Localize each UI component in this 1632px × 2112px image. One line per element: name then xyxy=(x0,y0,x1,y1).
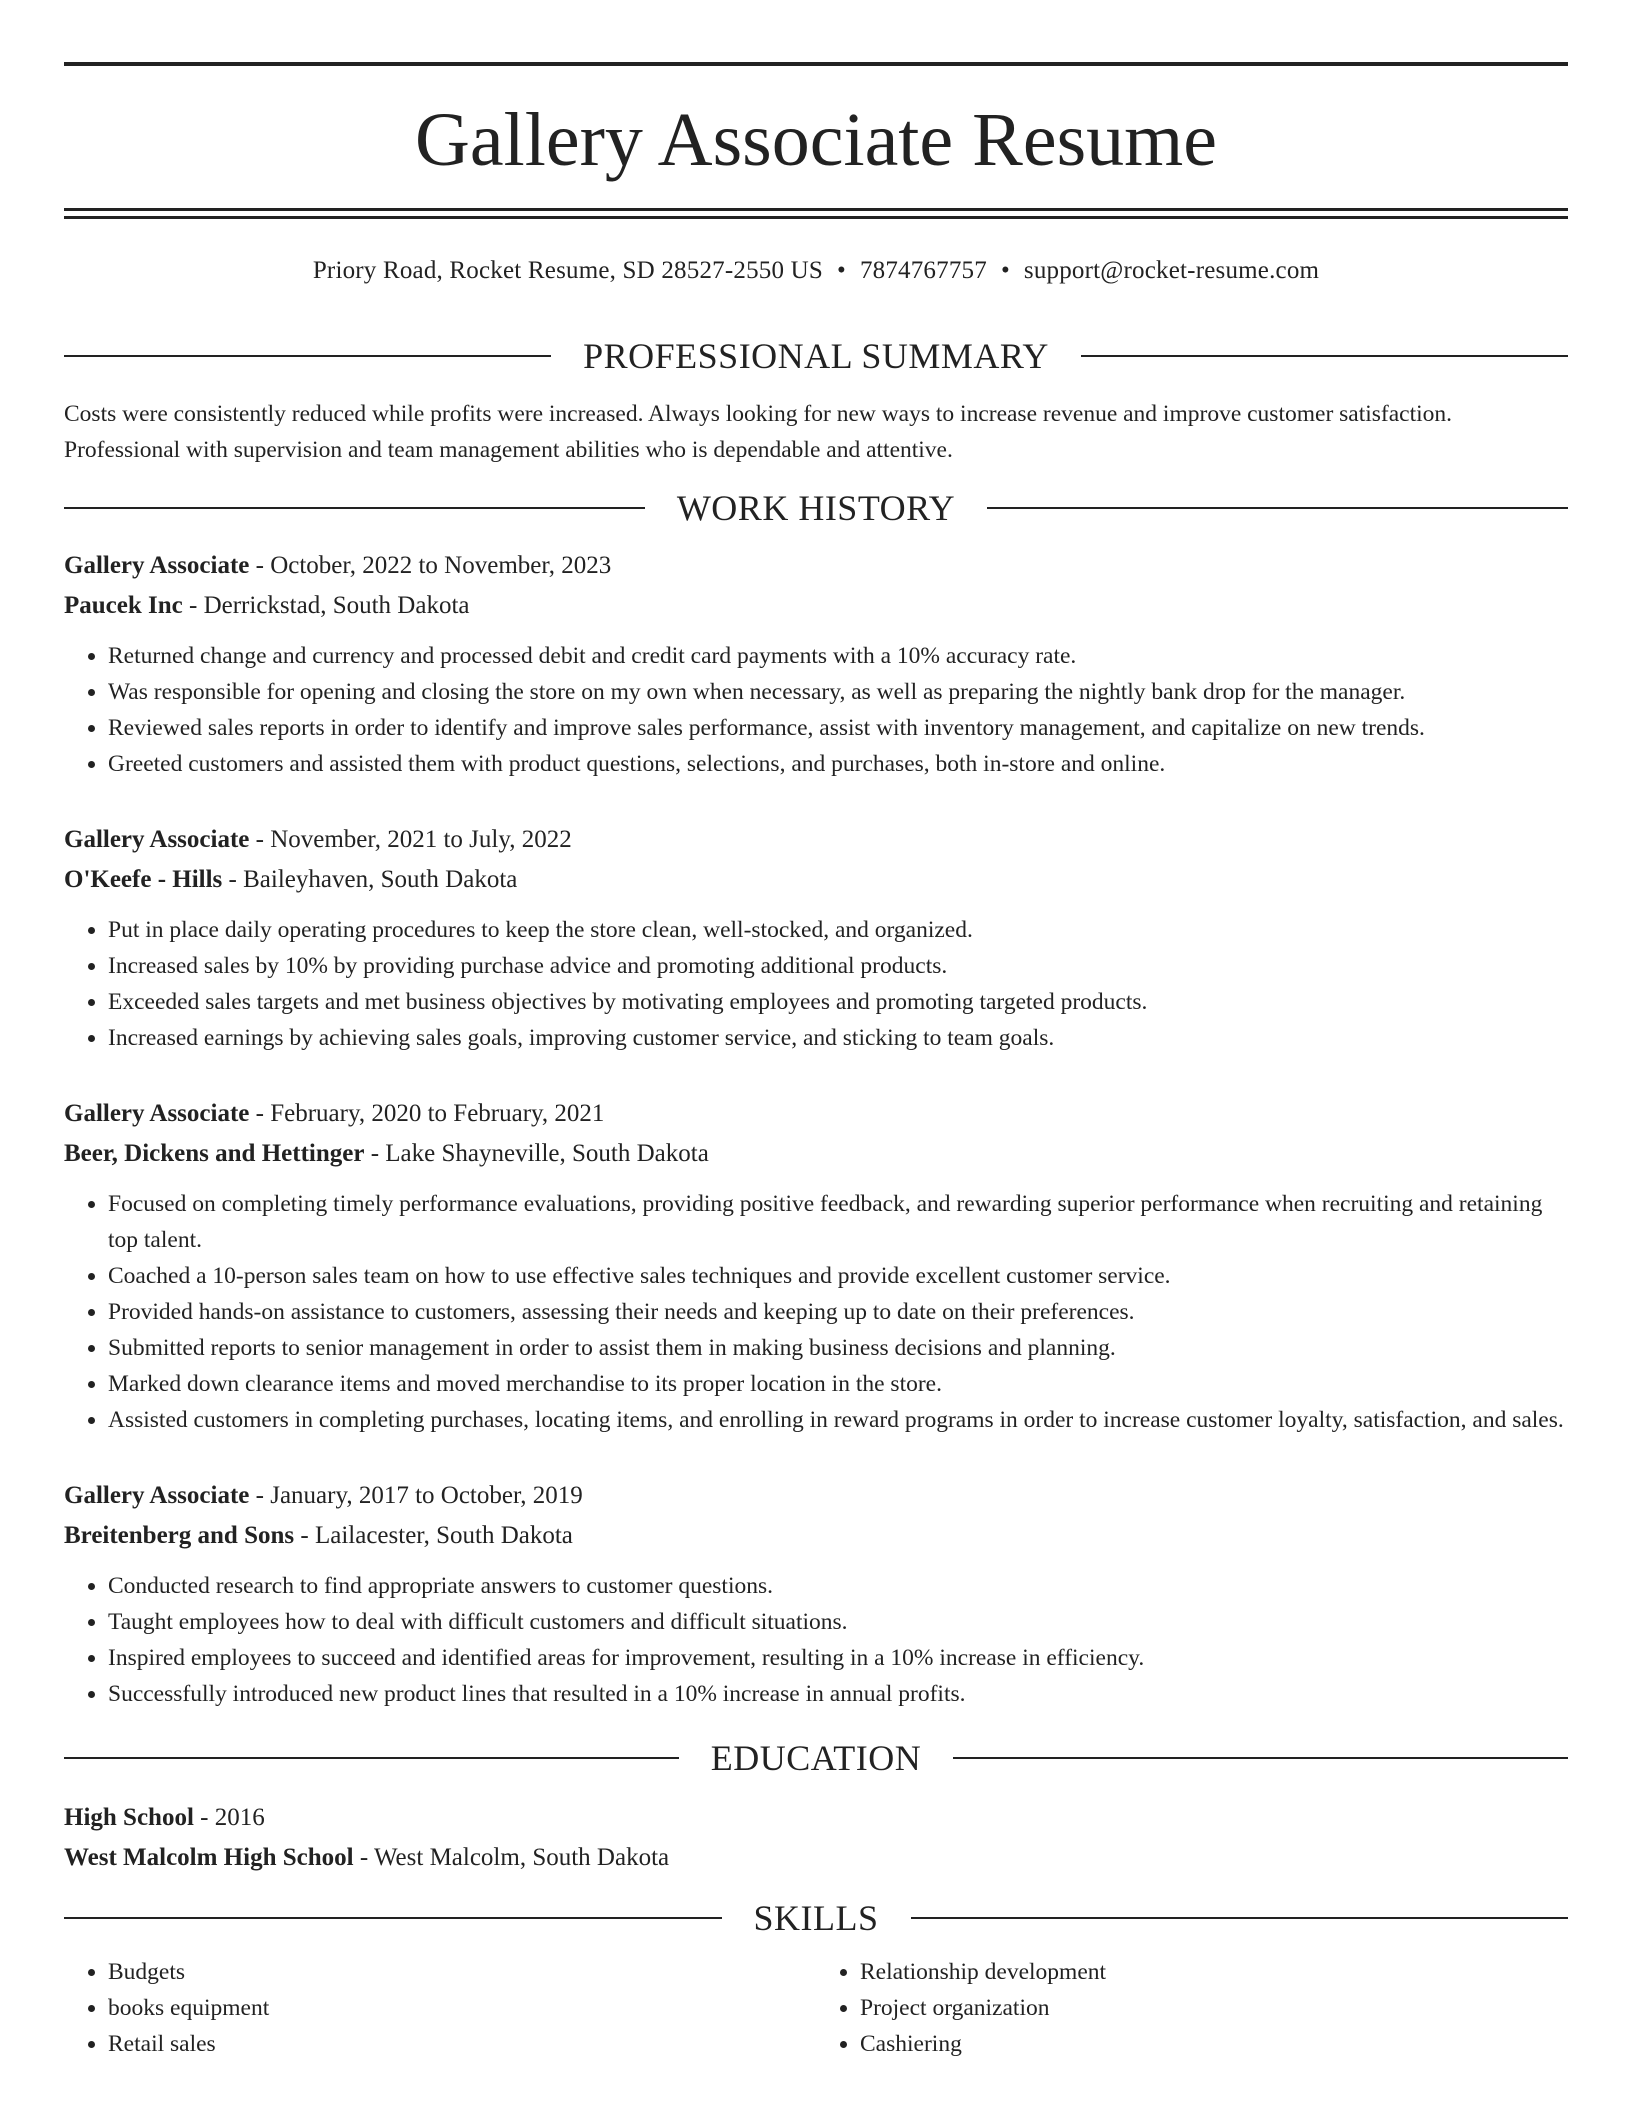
contact-address: Priory Road, Rocket Resume, SD 28527-2550 US xyxy=(312,257,823,284)
skill-item: • Budgets xyxy=(108,1954,816,1990)
contact-separator: • xyxy=(1000,257,1010,284)
skill-item: • Retail sales xyxy=(108,2026,816,2062)
job-bullet: • Reviewed sales reports in order to identify and improve sales performance, assist with inventory management, and capitalize on new trends. xyxy=(108,710,1568,746)
job-bullets xyxy=(64,638,1568,782)
skill-item: • Cashiering xyxy=(860,2026,1568,2062)
job-bullets xyxy=(64,912,1568,1056)
section-rule xyxy=(64,507,645,509)
job-company-line xyxy=(64,586,1568,626)
summary-text: Costs were consistently reduced while profits were increased. Always looking for new ways to increase revenue and improve customer satisfaction. Professional with supervision and team management abilities who is dependable and attentive. xyxy=(64,401,1453,463)
job-location: - Derrickstad, South Dakota xyxy=(182,592,470,619)
job-bullet: • Increased earnings by achieving sales goals, improving customer service, and sticking to team goals. xyxy=(108,1020,1568,1056)
job-title-line xyxy=(64,820,1568,860)
education-entry xyxy=(64,1798,1568,1878)
section-rule xyxy=(987,507,1568,509)
skill-item: • Project organization xyxy=(860,1990,1568,2026)
education-school-line xyxy=(64,1838,1568,1878)
job-company-line xyxy=(64,860,1568,900)
title-rule-upper xyxy=(64,208,1568,211)
job-company: O'Keefe - Hills xyxy=(64,866,223,893)
job-dates: - November, 2021 to July, 2022 xyxy=(249,826,572,853)
resume-content xyxy=(64,330,1568,2062)
job-bullet: • Returned change and currency and processed debit and credit card payments with a 10% accuracy rate. xyxy=(108,638,1568,674)
job-title-line xyxy=(64,1476,1568,1516)
skills-list xyxy=(64,1954,1568,2062)
job-bullet: • Conducted research to find appropriate answers to customer questions. xyxy=(108,1568,1568,1604)
job-bullet: • Successfully introduced new product lines that resulted in a 10% increase in annual profits. xyxy=(108,1676,1568,1712)
job-bullet: • Assisted customers in completing purchases, locating items, and enrolling in reward programs in order to increase customer loyalty, satisfaction, and sales. xyxy=(108,1402,1568,1438)
job-dates: - January, 2017 to October, 2019 xyxy=(249,1482,583,1509)
job-bullet: • Exceeded sales targets and met business objectives by motivating employees and promoting targeted products. xyxy=(108,984,1568,1020)
job-bullet: • Marked down clearance items and moved merchandise to its proper location in the store. xyxy=(108,1366,1568,1402)
section-header-summary xyxy=(64,330,1568,382)
skill-item: • Relationship development xyxy=(860,1954,1568,1990)
education-degree: High School xyxy=(64,1804,194,1831)
job-company: Beer, Dickens and Hettinger xyxy=(64,1140,365,1167)
job-dates: - February, 2020 to February, 2021 xyxy=(249,1100,605,1127)
job-bullet: • Taught employees how to deal with difficult customers and difficult situations. xyxy=(108,1604,1568,1640)
section-title: WORK HISTORY xyxy=(676,488,956,528)
job-title: Gallery Associate xyxy=(64,826,250,853)
section-header-work xyxy=(64,482,1568,534)
job-entry xyxy=(64,1094,1568,1438)
job-bullet: • Greeted customers and assisted them with product questions, selections, and purchases, both in-store and online. xyxy=(108,746,1568,782)
section-title: PROFESSIONAL SUMMARY xyxy=(583,336,1049,376)
job-location: - Lake Shayneville, South Dakota xyxy=(364,1140,709,1167)
contact-phone: 7874767757 xyxy=(859,257,987,284)
education-location: - West Malcolm, South Dakota xyxy=(353,1844,670,1871)
job-location: - Lailacester, South Dakota xyxy=(294,1522,573,1549)
section-rule xyxy=(911,1917,1569,1919)
section-header-education xyxy=(64,1732,1568,1784)
job-bullets xyxy=(64,1186,1568,1438)
section-rule xyxy=(1081,355,1568,357)
job-dates: - October, 2022 to November, 2023 xyxy=(249,552,612,579)
skills-column-right xyxy=(816,1954,1568,2062)
job-title: Gallery Associate xyxy=(64,552,250,579)
job-bullet: • Provided hands-on assistance to customers, assessing their needs and keeping up to date on their preferences. xyxy=(108,1294,1568,1330)
section-rule xyxy=(64,1757,679,1759)
job-title: Gallery Associate xyxy=(64,1100,250,1127)
job-bullets xyxy=(64,1568,1568,1712)
job-bullet: • Was responsible for opening and closing the store on my own when necessary, as well as preparing the nightly bank drop for the manager. xyxy=(108,674,1568,710)
top-rule xyxy=(64,62,1568,66)
section-title: SKILLS xyxy=(753,1898,879,1938)
education-year: - 2016 xyxy=(193,1804,265,1831)
job-entry xyxy=(64,546,1568,782)
title-rule-lower xyxy=(64,216,1568,219)
job-company-line xyxy=(64,1516,1568,1556)
job-bullet: • Inspired employees to succeed and identified areas for improvement, resulting in a 10% increase in efficiency. xyxy=(108,1640,1568,1676)
job-bullet: • Focused on completing timely performance evaluations, providing positive feedback, and rewarding superior performance when recruiting and retaining top talent. xyxy=(108,1186,1568,1258)
section-rule xyxy=(953,1757,1568,1759)
job-company: Paucek Inc xyxy=(64,592,183,619)
job-title: Gallery Associate xyxy=(64,1482,250,1509)
education-school: West Malcolm High School xyxy=(64,1844,354,1871)
section-header-skills xyxy=(64,1892,1568,1944)
skill-item: • books equipment xyxy=(108,1990,816,2026)
contact-separator: • xyxy=(836,257,846,284)
contact-email: support@rocket-resume.com xyxy=(1023,257,1320,284)
contact-line xyxy=(64,254,1568,288)
job-bullet: • Submitted reports to senior management in order to assist them in making business decisions and planning. xyxy=(108,1330,1568,1366)
job-bullet: • Increased sales by 10% by providing purchase advice and promoting additional products. xyxy=(108,948,1568,984)
resume-title: Gallery Associate Resume xyxy=(414,98,1217,182)
job-title-line xyxy=(64,1094,1568,1134)
job-location: - Baileyhaven, South Dakota xyxy=(222,866,518,893)
job-bullet: • Put in place daily operating procedures to keep the store clean, well-stocked, and organized. xyxy=(108,912,1568,948)
job-entry xyxy=(64,820,1568,1056)
job-company: Breitenberg and Sons xyxy=(64,1522,295,1549)
job-entry xyxy=(64,1476,1568,1712)
job-company-line xyxy=(64,1134,1568,1174)
section-title: EDUCATION xyxy=(710,1738,922,1778)
skills-column-left xyxy=(64,1954,816,2062)
job-title-line xyxy=(64,546,1568,586)
section-rule xyxy=(64,355,551,357)
education-degree-line xyxy=(64,1798,1568,1838)
job-bullet: • Coached a 10-person sales team on how to use effective sales techniques and provide excellent customer service. xyxy=(108,1258,1568,1294)
section-rule xyxy=(64,1917,722,1919)
